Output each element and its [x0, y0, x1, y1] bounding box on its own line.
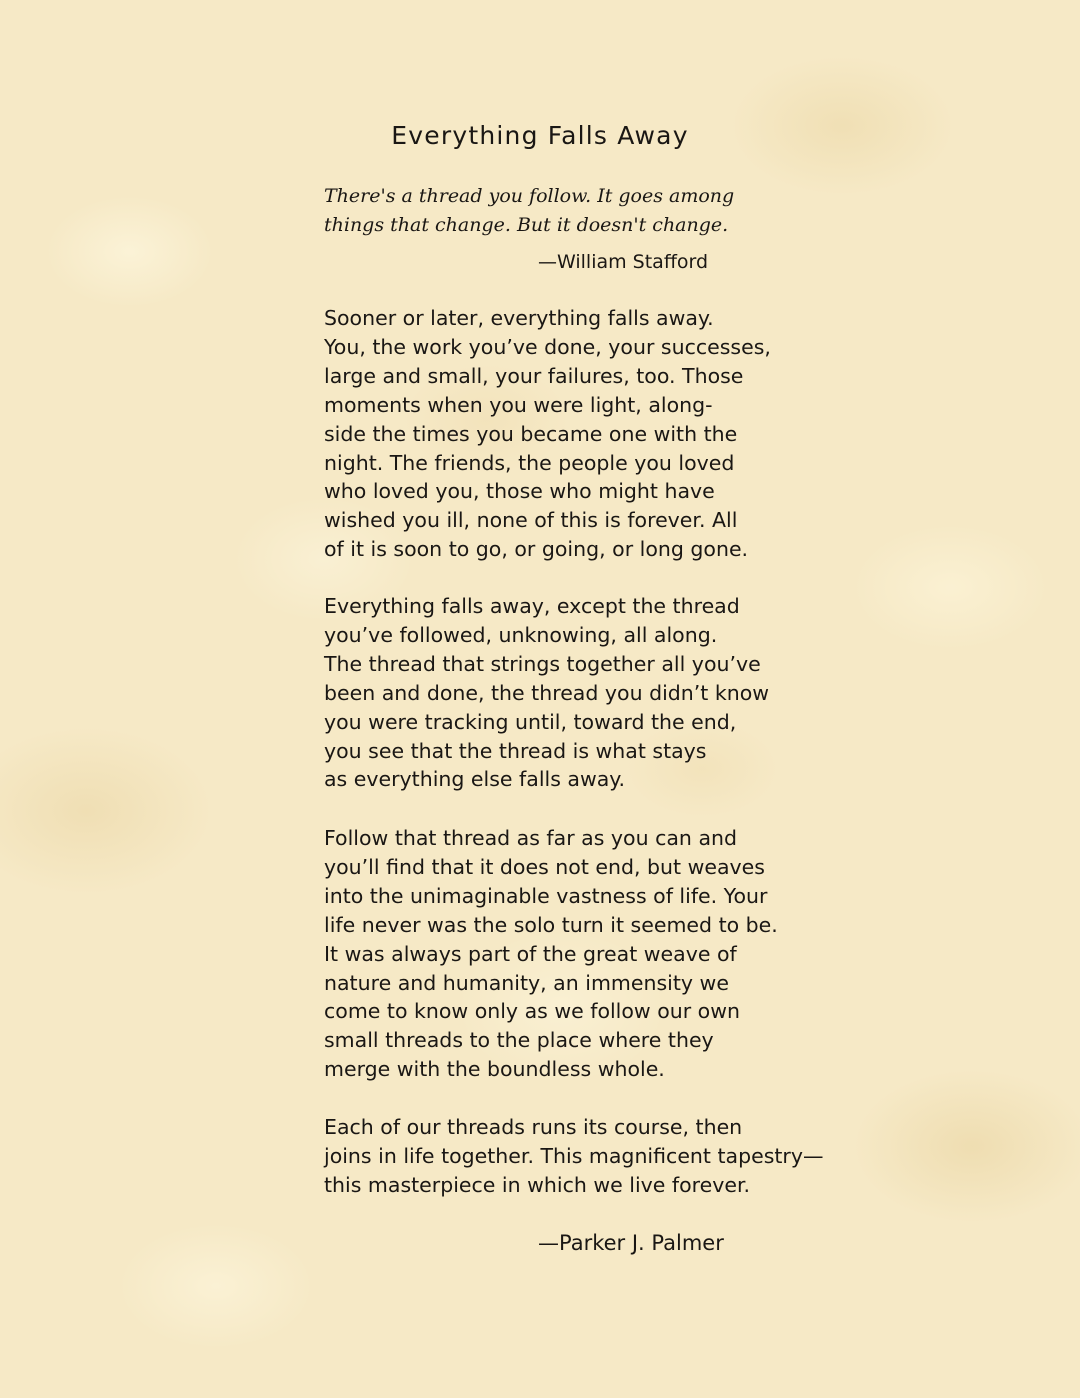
epigraph-line: things that change. But it doesn't change. [324, 214, 729, 236]
poem-line: It was always part of the great weave of [324, 941, 737, 966]
poem-line: into the unimaginable vastness of life. Your [324, 883, 768, 908]
poem-line: this masterpiece in which we live forever. [324, 1172, 751, 1197]
poem-line: nature and humanity, an immensity we [324, 970, 729, 995]
stanza-1 [324, 304, 771, 564]
poem-line: merge with the boundless whole. [324, 1057, 665, 1082]
poem-line: The thread that strings together all you’ve [324, 651, 761, 676]
stanza-4 [324, 1113, 823, 1200]
poem-line: who loved you, those who might have [324, 479, 715, 504]
poem-line: of it is soon to go, or going, or long gone. [324, 537, 749, 562]
poem-line: been and done, the thread you didn’t know [324, 680, 770, 705]
poem-line: you were tracking until, toward the end, [324, 709, 737, 734]
poem-line: You, the work you’ve done, your successes, [324, 334, 771, 359]
poem-line: Each of our threads runs its course, then [324, 1115, 743, 1139]
poem-line: night. The friends, the people you loved [324, 450, 735, 475]
epigraph-line: There's a thread you follow. It goes among [324, 185, 735, 207]
poem-line: wished you ill, none of this is forever. All [324, 508, 738, 533]
poem-line: large and small, your failures, too. Those [324, 363, 744, 388]
poem-line: joins in life together. This magnificent tapestry— [324, 1143, 824, 1168]
poem-line: small threads to the place where they [324, 1028, 714, 1053]
poem-line: you see that the thread is what stays [324, 738, 707, 763]
poem-line: Sooner or later, everything falls away. [324, 306, 714, 330]
stanza-3 [324, 824, 778, 1084]
poem-line: as everything else falls away. [324, 767, 626, 792]
epigraph-attribution: —William Stafford [538, 251, 709, 273]
stanza-2 [324, 592, 769, 794]
poem-line: you’ll find that it does not end, but weaves [324, 854, 765, 879]
author-attribution: —Parker J. Palmer [538, 1231, 724, 1255]
epigraph [324, 182, 734, 240]
poem-title: Everything Falls Away [391, 121, 689, 150]
poem-line: life never was the solo turn it seemed to be. [324, 912, 778, 937]
poem-line: side the times you became one with the [324, 421, 738, 446]
poem-line: Everything falls away, except the thread [324, 594, 740, 618]
poem-line: come to know only as we follow our own [324, 999, 740, 1024]
poem-line: moments when you were light, along- [324, 392, 713, 417]
poem-line: Follow that thread as far as you can and [324, 826, 738, 850]
poem-line: you’ve followed, unknowing, all along. [324, 622, 718, 647]
